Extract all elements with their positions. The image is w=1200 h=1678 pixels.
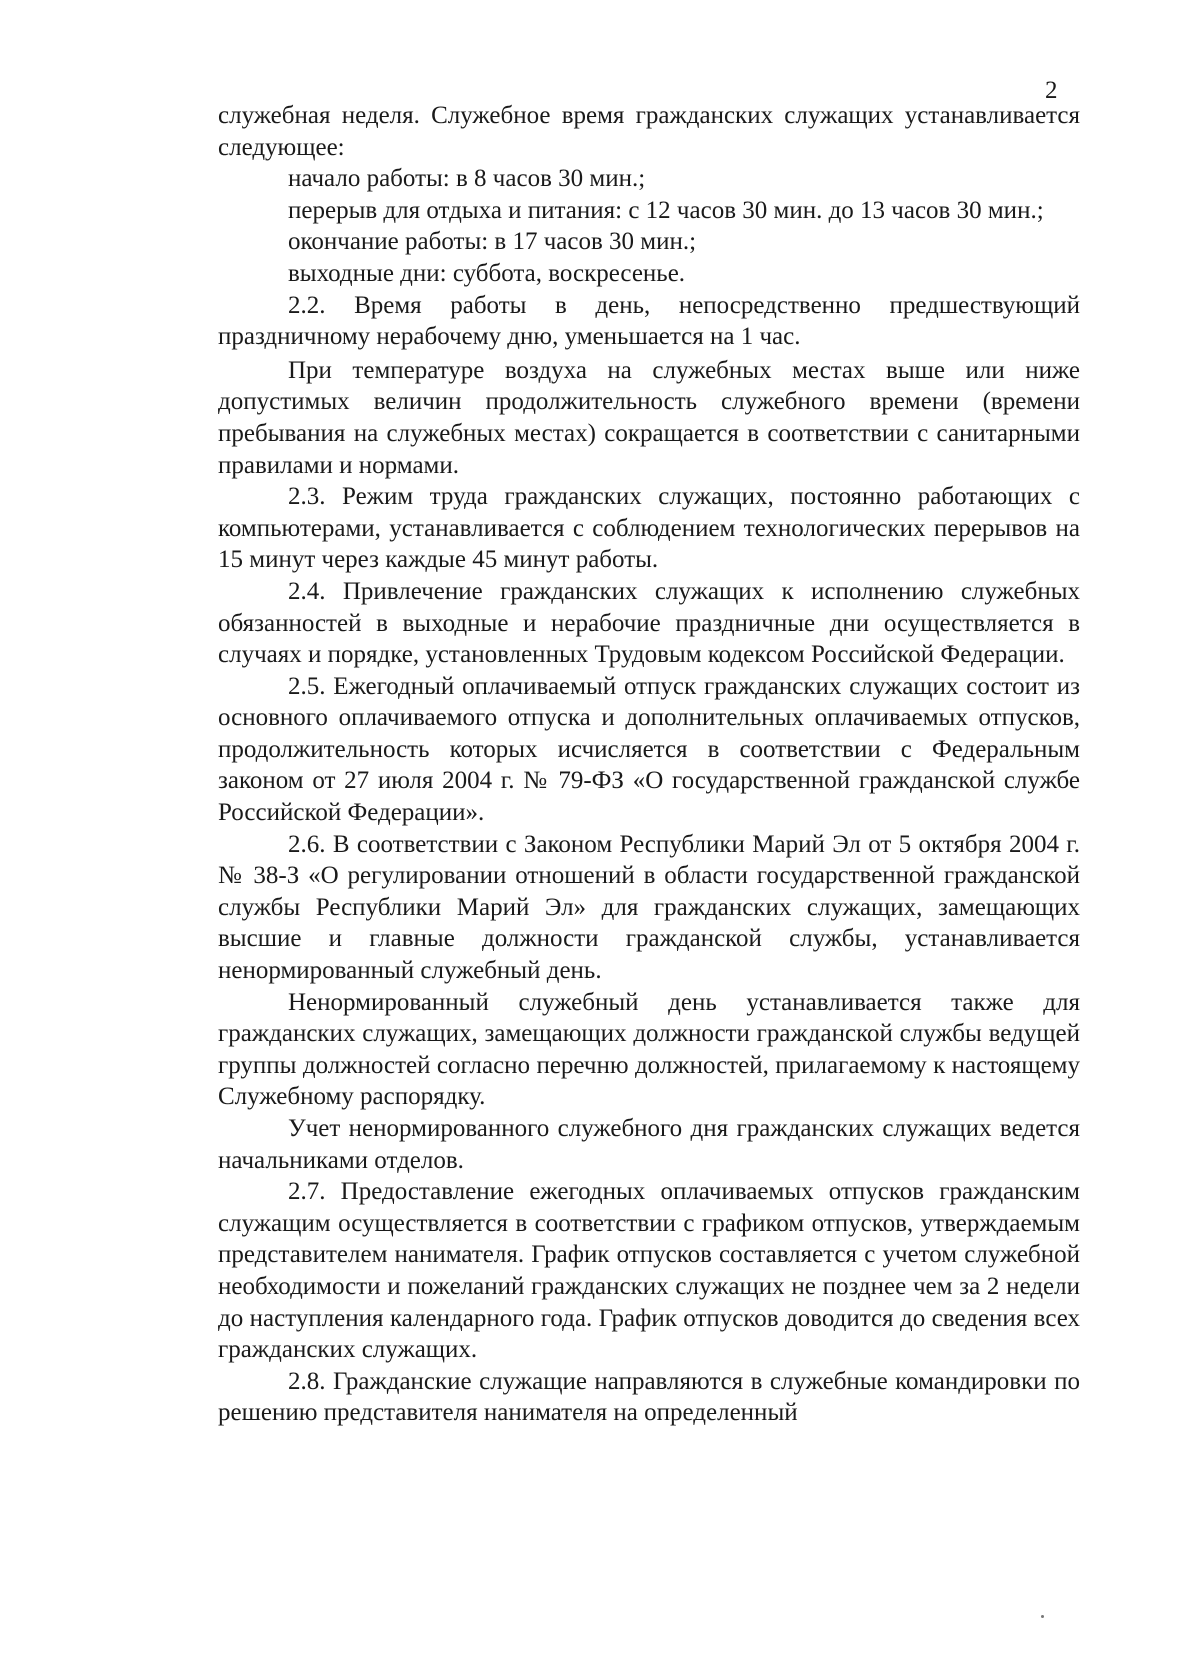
scan-speck xyxy=(1041,1615,1044,1618)
paragraph-irregular-day: Ненормированный служебный день устанавливается также для гражданских служащих, замещающих должности гражданской службы ведущей группы должностей согласно перечню должностей, прилагаемому к настоящему Служебному распорядку. xyxy=(218,988,1080,1111)
paragraph-2-2: 2.2. Время работы в день, непосредственно предшествующий праздничному нерабочему дню, уменьшается на 1 час. xyxy=(218,291,1080,351)
paragraph-2-5: 2.5. Ежегодный оплачиваемый отпуск гражданских служащих состоит из основного оплачиваемого отпуска и дополнительных оплачиваемых отпусков, продолжительность которых исчисляется в соответствии с Федеральным законом от 27 июля 2004 г. № 79-ФЗ «О государственной гражданской службе Российской Федерации». xyxy=(218,672,1080,827)
paragraph-2-6: 2.6. В соответствии с Законом Республики Марий Эл от 5 октября 2004 г. № 38-З «О регулировании отношений в области государственной гражданской службы Республики Марий Эл» для гражданских служащих, замещающих высшие и главные должности гражданской службы, устанавливается ненормированный служебный день. xyxy=(218,830,1080,985)
document-body xyxy=(218,100,1080,1429)
paragraph-work-start: начало работы: в 8 часов 30 мин.; xyxy=(288,165,646,193)
paragraph-break-time: перерыв для отдыха и питания: с 12 часов 30 мин. до 13 часов 30 мин.; xyxy=(288,196,1044,224)
paragraph-continuation: служебная неделя. Служебное время гражданских служащих устанавливается следующее: xyxy=(218,102,1080,161)
paragraph-work-end: окончание работы: в 17 часов 30 мин.; xyxy=(288,228,697,256)
paragraph-accounting: Учет ненормированного служебного дня гражданских служащих ведется начальниками отделов. xyxy=(218,1115,1080,1174)
page-number: 2 xyxy=(1045,77,1058,104)
paragraph-2-7: 2.7. Предоставление ежегодных оплачиваемых отпусков гражданским служащим осуществляется в соответствии с графиком отпусков, утверждаемым представителем нанимателя. График отпусков составляется с учетом служебной необходимости и пожеланий гражданских служащих не позднее чем за 2 недели до наступления календарного года. График отпусков доводится до сведения всех гражданских служащих. xyxy=(218,1178,1080,1364)
paragraph-days-off: выходные дни: суббота, воскресенье. xyxy=(288,259,686,287)
paragraph-temperature: При температуре воздуха на служебных местах выше или ниже допустимых величин продолжительность служебного времени (времени пребывания на служебных местах) сокращается в соответствии с санитарными правилами и нормами. xyxy=(218,356,1080,479)
paragraph-2-4: 2.4. Привлечение гражданских служащих к исполнению служебных обязанностей в выходные и нерабочие праздничные дни осуществляется в случаях и порядке, установленных Трудовым кодексом Российской Федерации. xyxy=(218,577,1080,669)
paragraph-2-8: 2.8. Гражданские служащие направляются в служебные командировки по решению представителя нанимателя на определенный xyxy=(218,1367,1080,1427)
paragraph-2-3: 2.3. Режим труда гражданских служащих, постоянно работающих с компьютерами, устанавливается с соблюдением технологических перерывов на 15 минут через каждые 45 минут работы. xyxy=(218,483,1080,574)
